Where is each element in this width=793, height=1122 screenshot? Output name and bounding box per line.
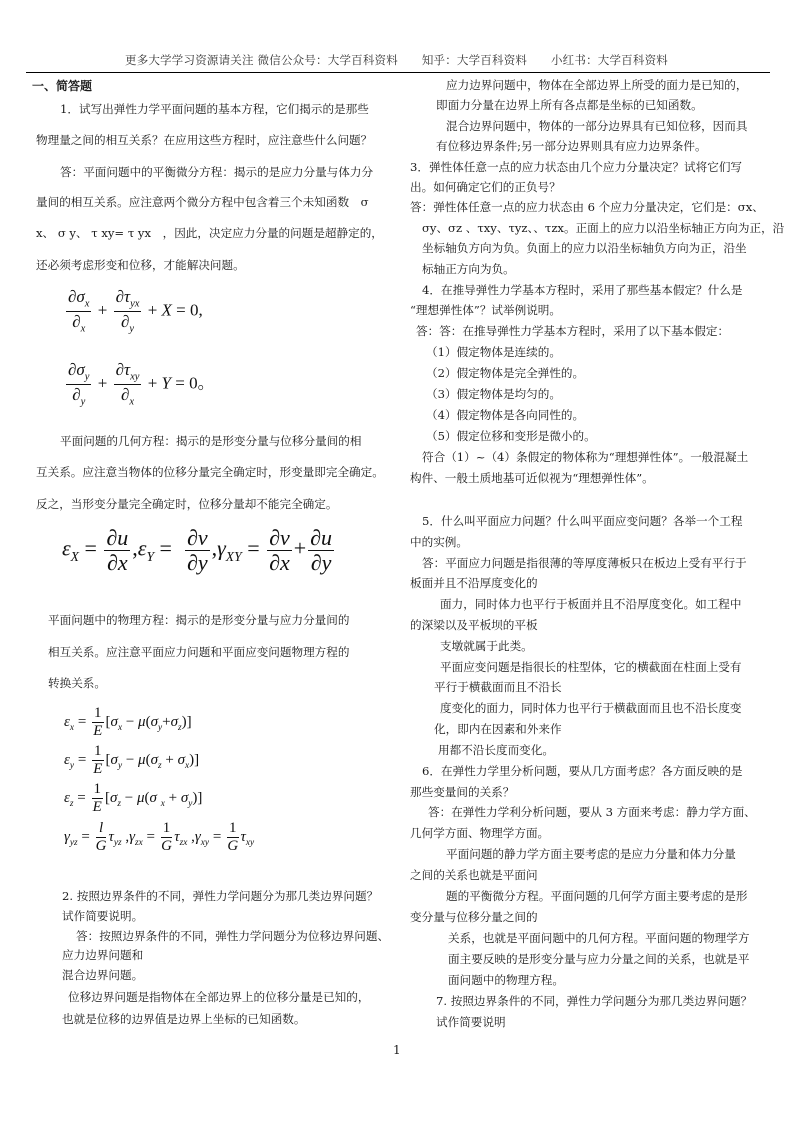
- stress-boundary-line-1: 应力边界问题中，物体在全部边界上所受的面力是已知的，: [446, 78, 748, 92]
- answer-6-line-9: 面问题中的物理方程。: [448, 973, 564, 987]
- answer-5-line-2: 板面并且不沿厚度变化的: [410, 576, 538, 590]
- question-7-line-1: 7. 按照边界条件的不同，弹性力学问题分为那几类边界问题？: [436, 994, 753, 1008]
- physical-equation-2: $\varepsilon_y$ = $\frac{1}{E}$ $[\sigma_y - \mu(\sigma_z + \sigma_x)]$: [64, 743, 200, 777]
- page-number: 1: [393, 1043, 401, 1057]
- physical-equation-3: $\varepsilon_z$ = $\frac{1}{E}$ [$\sigma_z - \mu(\sigma$ $_x + \sigma_y$)]: [64, 781, 203, 815]
- question-1-line-2: 物理量之间的相互关系？在应用这些方程时，应注意些什么问题？: [36, 133, 373, 147]
- stress-boundary-line-2: 即面力分量在边界上所有各点都是坐标的已知函数。: [436, 98, 703, 112]
- answer-5-line-7: 平行于横截面而且不沿长: [434, 680, 562, 694]
- question-5-line-2: 中的实例。: [410, 535, 468, 549]
- answer-6-line-6: 变分量与位移分量之间的: [410, 910, 538, 924]
- assumption-2: （2）假定物体是完全弹性的。: [426, 366, 585, 380]
- question-3-line-2: 出。如何确定它们的正负号？: [410, 180, 561, 194]
- answer-6-line-5: 题的平衡微分方程。平面问题的几何学方面主要考虑的是形: [446, 889, 748, 903]
- physical-line-3: 转换关系。: [48, 676, 106, 690]
- answer-2-line-2: 应力边界问题和: [62, 948, 144, 962]
- physical-equation-4: $\gamma_{yz}$ = $\frac{l}{G}$ $\tau_{yz}$ $,\gamma_{zx}$ = $\frac{1}{G}$ $\tau_{zx}$ $,\gamma_{xy}$ = $\frac{1}{G}$ $\tau_{xy}$: [64, 820, 255, 854]
- mixed-boundary-line-2: 有位移边界条件;另一部分边界则具有应力边界条件。: [436, 139, 707, 153]
- section-title: 一、简答题: [32, 79, 93, 93]
- question-6-line-2: 那些变量间的关系？: [410, 785, 515, 799]
- equilibrium-equation-1: $\frac{\partial\sigma_x}{\partial_x}$ + $\frac{\partial\tau_{yx}}{\partial_y}$ + X = 0,: [68, 287, 203, 335]
- answer-6-line-3: 平面问题的静力学方面主要考虑的是应力分量和体力分量: [446, 847, 736, 861]
- answer-5-line-9: 化，即内在因素和外来作: [434, 722, 562, 736]
- geometric-line-1: 平面问题的几何方程：揭示的是形变分量与位移分量间的相: [60, 434, 362, 448]
- answer-4-line-1: 答：答：在推导弹性力学基本方程时，采用了以下基本假定：: [416, 324, 730, 338]
- header-xiaohongshu: 小红书：大学百科资料: [550, 53, 668, 67]
- answer-5-line-10: 用都不沿长度而变化。: [438, 743, 554, 757]
- answer-4-line-3: 构件、一般土质地基可近似视为“理想弹性体”。: [410, 471, 654, 485]
- page-header: [0, 52, 793, 68]
- answer-6-line-8: 面主要反映的是形变分量与应力分量之间的关系，也就是平: [448, 952, 750, 966]
- question-4-line-2: “理想弹性体”？试举例说明。: [410, 303, 561, 317]
- answer-3-line-1: 答：弹性体任意一点的应力状态由 6 个应力分量决定，它们是：σx、: [410, 200, 764, 214]
- physical-line-1: 平面问题中的物理方程：揭示的是形变分量与应力分量间的: [48, 613, 350, 627]
- answer-1-line-1: 答：平面问题中的平衡微分方程：揭示的是应力分量与体力分: [60, 165, 374, 179]
- answer-1-line-2: 量间的相互关系。应注意两个微分方程中包含着三个未知函数 σ: [36, 195, 369, 209]
- answer-1-line-3: x、 σ y、 τ xy= τ yx ，因此，决定应力分量的问题是超静定的，: [36, 226, 383, 240]
- answer-6-line-4: 之间的关系也就是平面问: [410, 868, 538, 882]
- geometric-line-2: 互关系。应注意当物体的位移分量完全确定时，形变量即完全确定。: [36, 465, 384, 479]
- assumption-5: （5）假定位移和变形是微小的。: [426, 429, 596, 443]
- answer-2-line-5: 也就是位移的边界值是边界上坐标的已知函数。: [62, 1012, 306, 1026]
- question-4-line-1: 4．在推导弹性力学基本方程时，采用了那些基本假定？什么是: [422, 283, 743, 297]
- answer-6-line-1: 答：在弹性力学利分析问题，要从 3 方面来考虑：静力学方面、: [428, 805, 756, 819]
- answer-2-line-1: 答：按照边界条件的不同，弹性力学问题分为位移边界问题、: [76, 929, 390, 943]
- answer-5-line-5: 支墩就属于此类。: [440, 639, 533, 653]
- question-2-line-2: 试作简要说明。: [62, 909, 144, 923]
- question-6-line-1: 6．在弹性力学里分析问题，要从几方面考虑？各方面反映的是: [422, 764, 743, 778]
- answer-5-line-4: 的深梁以及平板坝的平板: [410, 618, 538, 632]
- header-zhihu: 知乎：大学百科资料: [421, 53, 528, 67]
- answer-6-line-7: 关系，也就是平面问题中的几何方程。平面问题的物理学方: [448, 931, 750, 945]
- answer-6-line-2: 几何学方面、物理学方面。: [410, 826, 550, 840]
- answer-5-line-3: 面力，同时体力也平行于板面并且不沿厚度变化。如工程中: [440, 597, 742, 611]
- answer-5-line-6: 平面应变问题是指很长的柱型体，它的横截面在柱面上受有: [440, 660, 742, 674]
- answer-5-line-8: 度变化的面力，同时体力也平行于横截面而且也不沿长度变: [440, 701, 742, 715]
- question-3-line-1: 3．弹性体任意一点的应力状态由几个应力分量决定？试将它们写: [410, 160, 743, 174]
- header-rule: [26, 72, 770, 73]
- question-2-line-1: 2. 按照边界条件的不同，弹性力学问题分为那几类边界问题？: [62, 889, 379, 903]
- answer-5-line-1: 答：平面应力问题是指很薄的等厚度薄板只在板边上受有平行于: [422, 556, 747, 570]
- physical-line-2: 相互关系。应注意平面应力问题和平面应变问题物理方程的: [48, 645, 350, 659]
- question-5-line-1: 5．什么叫平面应力问题？什么叫平面应变问题？各举一个工程: [422, 514, 743, 528]
- assumption-3: （3）假定物体是均匀的。: [426, 387, 561, 401]
- answer-3-line-4: 标轴正方向为负。: [422, 262, 515, 276]
- geometric-equation: $\varepsilon_X$ = $\frac{\partial u}{\partial x}$ $,\varepsilon_Y$ = $\frac{\partial v}{\partial y}$ $,\gamma_{XY}$ = $\frac{\partial v}{\partial x}$ + $\frac{\partial u}{\partial y}$: [62, 525, 333, 575]
- answer-4-line-2: 符合（1）~（4）条假定的物体称为“理想弹性体”。一般混凝土: [422, 450, 749, 464]
- geometric-line-3: 反之，当形变分量完全确定时，位移分量却不能完全确定。: [36, 497, 338, 511]
- answer-1-line-4: 还必须考虑形变和位移，才能解决问题。: [36, 258, 245, 272]
- question-7-line-2: 试作简要说明: [436, 1015, 506, 1029]
- mixed-boundary-line-1: 混合边界问题中，物体的一部分边界具有已知位移，因而具: [446, 119, 748, 133]
- answer-2-line-4: 位移边界问题是指物体在全部边界上的位移分量是已知的，: [68, 990, 370, 1004]
- assumption-4: （4）假定物体是各向同性的。: [426, 408, 585, 422]
- assumption-1: （1）假定物体是连续的。: [426, 345, 561, 359]
- answer-3-line-2: σy、σz 、τxy、τyz、、τzx。正面上的应力以沿坐标轴正方向为正，沿: [422, 221, 785, 235]
- physical-equation-1: $\varepsilon_x$ = $\frac{1}{E}$ $[\sigma_x - \mu(\sigma_y+\sigma_z)]$: [64, 705, 192, 739]
- question-1-line-1: 1．试写出弹性力学平面问题的基本方程，它们揭示的是那些: [60, 102, 369, 116]
- header-wechat: 更多大学学习资源请关注 微信公众号：大学百科资料: [125, 53, 398, 67]
- equilibrium-equation-2: $\frac{\partial\sigma_y}{\partial_y}$ + $\frac{\partial\tau_{xy}}{\partial_x}$ + Y = 0。: [68, 360, 215, 408]
- answer-2-line-3: 混合边界问题。: [62, 968, 144, 982]
- answer-3-line-3: 坐标轴负方向为负。负面上的应力以沿坐标轴负方向为正，沿坐: [422, 241, 747, 255]
